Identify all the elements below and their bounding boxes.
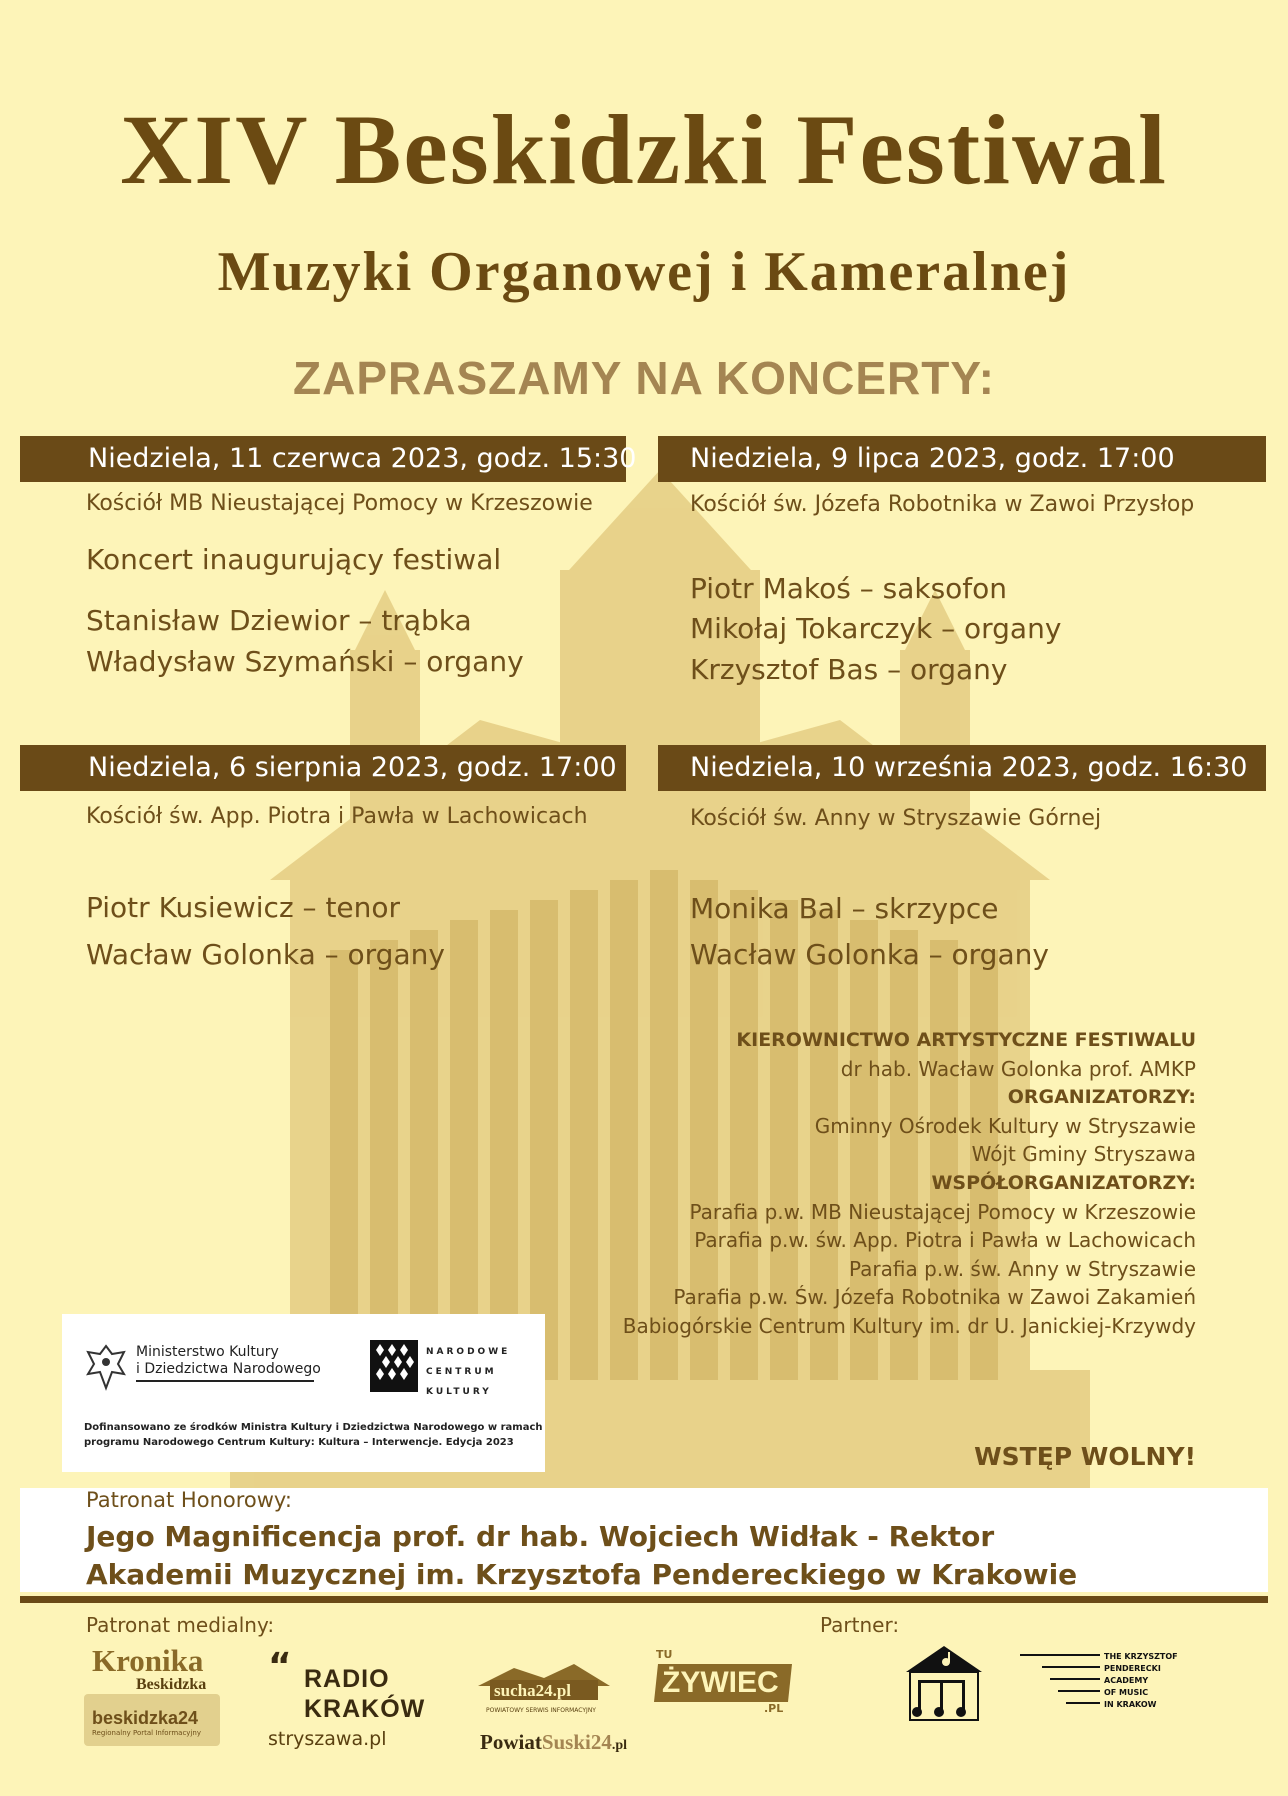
ministry-line: Ministerstwo Kultury	[136, 1344, 279, 1360]
patronage-line: Jego Magnificencja prof. dr hab. Wojciech Widłak - Rektor	[86, 1520, 995, 1553]
beskidzka24-subtitle: Regionalny Portal Informacyjny	[92, 1729, 201, 1737]
patronage-line: Akademii Muzycznej im. Krzysztofa Pendereckiego w Krakowie	[86, 1558, 1078, 1591]
coorganizer-item: Babiogórskie Centrum Kultury im. dr U. Janickiej-Krzywdy	[622, 1313, 1196, 1338]
concert-1-performer: Stanisław Dziewior – trąbka	[86, 604, 472, 637]
organizer-item: Wójt Gminy Stryszawa	[971, 1142, 1196, 1167]
nck-logo-icon	[370, 1340, 418, 1392]
credits-block	[623, 1026, 1196, 1341]
concert-3-date: Niedziela, 6 sierpnia 2023, godz. 17:00	[20, 745, 626, 791]
funding-line: Dofinansowano ze środków Ministra Kultury i Dziedzictwa Narodowego w ramach	[84, 1422, 543, 1433]
ministry-name	[136, 1344, 321, 1378]
sponsor-box	[62, 1314, 545, 1472]
organizer-item: Gminny Ośrodek Kultury w Stryszawie	[814, 1113, 1196, 1138]
concert-4-performer: Wacław Golonka – organy	[690, 938, 1049, 971]
concert-2-performer: Krzysztof Bas – organy	[690, 653, 1008, 686]
festival-title: XIV Beskidzki Festiwal	[120, 94, 1168, 205]
concert-2-place: Kościół św. Józefa Robotnika w Zawoi Przysłop	[690, 492, 1195, 517]
nck-name	[426, 1342, 510, 1402]
academy-line: OF MUSIC	[1104, 1688, 1149, 1697]
stryszawa-logo: stryszawa.pl	[268, 1728, 387, 1750]
powiat-part: .pl	[611, 1738, 628, 1753]
concert-1-place: Kościół MB Nieustającej Pomocy w Krzeszowie	[86, 491, 593, 516]
kronika-line: Beskidzka	[136, 1676, 207, 1693]
nck-line: NARODOWE	[426, 1347, 511, 1357]
coorganizers-heading: WSPÓŁORGANIZATORZY:	[931, 1171, 1196, 1194]
festival-subtitle: Muzyki Organowej i Kameralnej	[217, 241, 1071, 303]
sucha24-text: sucha24.pl	[494, 1681, 571, 1700]
radio-krakow-logo	[304, 1664, 425, 1724]
powiat-suski-logo	[480, 1730, 627, 1755]
nck-line: CENTRUM	[426, 1367, 497, 1377]
patronage-text	[86, 1518, 1077, 1594]
powiat-part: Powiat	[480, 1730, 542, 1754]
radio-line: KRAKÓW	[304, 1695, 426, 1723]
zywiec-pl: .PL	[764, 1702, 784, 1715]
funding-line: programu Narodowego Centrum Kultury: Kultura – Interwencje. Edycja 2023	[84, 1437, 514, 1448]
kronika-line: Kronika	[92, 1643, 204, 1678]
nck-line: KULTURY	[426, 1387, 492, 1397]
academy-lines-icon	[1020, 1654, 1100, 1704]
divider-rule	[20, 1596, 1268, 1603]
academy-line: ACADEMY	[1104, 1676, 1149, 1685]
partner-label: Partner:	[820, 1613, 900, 1637]
quote-mark-icon: “	[268, 1646, 292, 1687]
free-entry: WSTĘP WOLNY!	[974, 1442, 1196, 1471]
beskidzka24-text: beskidzka24	[92, 1708, 199, 1728]
sucha24-subtitle: POWIATOWY SERWIS INFORMACYJNY	[486, 1707, 596, 1714]
radio-line: RADIO	[304, 1665, 390, 1693]
ministry-divider	[136, 1380, 314, 1382]
funding-note	[84, 1420, 543, 1450]
academy-line: THE KRZYSZTOF	[1104, 1652, 1178, 1661]
concert-4-date: Niedziela, 10 września 2023, godz. 16:30	[658, 745, 1266, 791]
concert-3-place: Kościół św. App. Piotra i Pawła w Lachowicach	[86, 804, 588, 829]
music-school-logo-icon	[904, 1644, 984, 1722]
director-name: dr hab. Wacław Golonka prof. AMKP	[840, 1056, 1196, 1081]
ministry-line: i Dziedzictwa Narodowego	[136, 1361, 321, 1377]
penderecki-academy-logo	[1104, 1651, 1178, 1711]
direction-heading: KIEROWNICTWO ARTYSTYCZNE FESTIWALU	[736, 1029, 1196, 1051]
beskidzka24-logo	[84, 1694, 220, 1746]
concert-2-performer: Piotr Makoś – saksofon	[690, 572, 1008, 605]
concert-3-performer: Piotr Kusiewicz – tenor	[86, 891, 401, 924]
invite-heading: ZAPRASZAMY NA KONCERTY:	[293, 352, 995, 404]
concert-3-performer: Wacław Golonka – organy	[86, 938, 445, 971]
kronika-beskidzka-logo	[92, 1643, 207, 1694]
academy-line: IN KRAKOW	[1104, 1700, 1157, 1709]
eagle-emblem-icon	[84, 1342, 128, 1392]
zywiec-text: ŻYWIEC	[662, 1666, 779, 1699]
academy-line: PENDERECKI	[1104, 1664, 1161, 1673]
coorganizer-item: Parafia p.w. MB Nieustającej Pomocy w Krzeszowie	[689, 1199, 1196, 1224]
concert-2-date: Niedziela, 9 lipca 2023, godz. 17:00	[658, 436, 1266, 482]
tu-text: TU	[656, 1648, 673, 1661]
coorganizer-item: Parafia p.w. św. App. Piotra i Pawła w Lachowicach	[694, 1228, 1196, 1253]
patronage-label: Patronat Honorowy:	[86, 1488, 292, 1512]
concert-1-performer: Władysław Szymański – organy	[86, 645, 524, 678]
concert-1-date: Niedziela, 11 czerwca 2023, godz. 15:30	[20, 436, 626, 482]
concert-1-subtitle: Koncert inaugurujący festiwal	[86, 543, 502, 576]
coorganizer-item: Parafia p.w. św. Anny w Stryszawie	[849, 1256, 1196, 1281]
coorganizer-item: Parafia p.w. Św. Józefa Robotnika w Zawoi Zakamień	[673, 1285, 1196, 1310]
media-patronage-label: Patronat medialny:	[86, 1613, 275, 1637]
powiat-part: Suski24	[541, 1730, 612, 1754]
concert-4-place: Kościół św. Anny w Stryszawie Górnej	[690, 806, 1102, 831]
concert-2-performer: Mikołaj Tokarczyk – organy	[690, 612, 1062, 645]
organizers-heading: ORGANIZATORZY:	[1007, 1086, 1196, 1109]
concert-4-performer: Monika Bal – skrzypce	[690, 892, 999, 925]
